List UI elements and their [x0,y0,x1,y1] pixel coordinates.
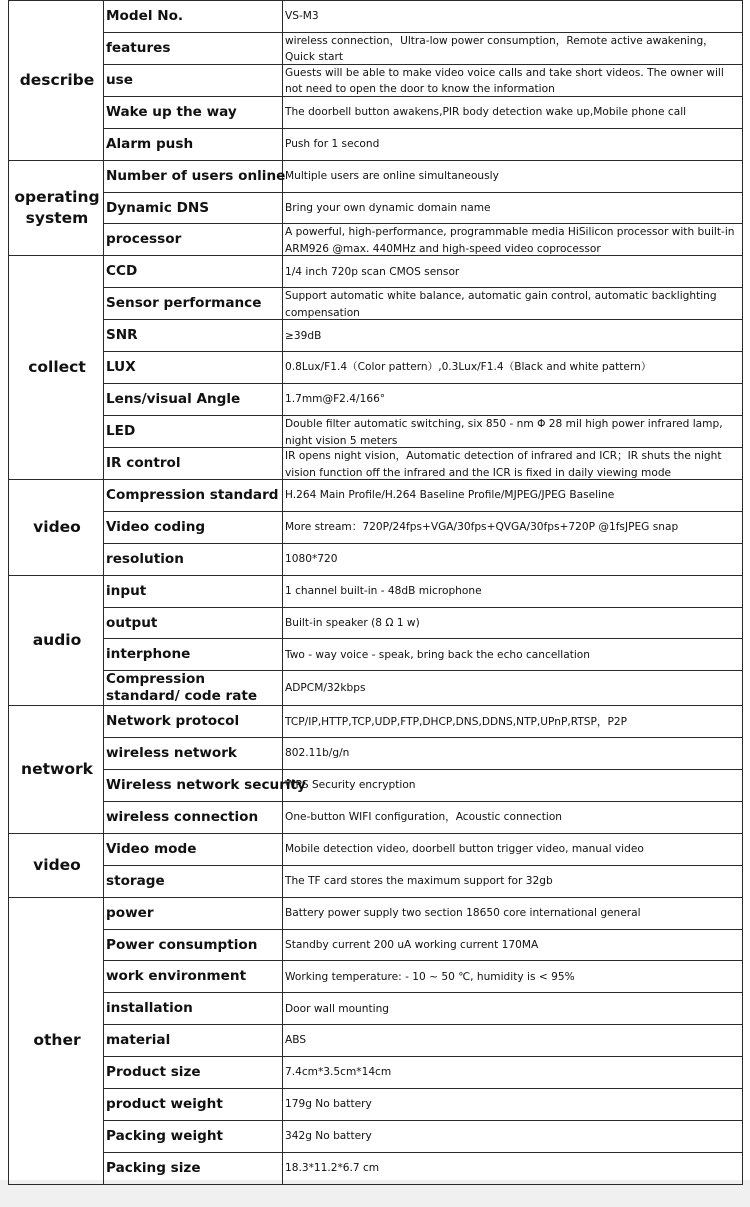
spec-label: Video coding [104,511,283,543]
section-title: audio [9,575,104,706]
spec-value-cell [283,96,743,128]
spec-label: installation [104,993,283,1025]
spec-label: Sensor performance [104,288,283,320]
spec-value-cell [283,671,743,706]
spec-row [9,352,743,384]
spec-value-cell [283,802,743,834]
spec-row [9,671,743,706]
spec-value-cell [283,384,743,416]
spec-value-cell [283,993,743,1025]
spec-label: features [104,32,283,64]
spec-label: input [104,575,283,607]
spec-value-cell [283,897,743,929]
spec-value-cell [283,1025,743,1057]
spec-value-cell [283,448,743,480]
spec-label: wireless network [104,738,283,770]
spec-row [9,288,743,320]
spec-row [9,448,743,480]
spec-row [9,1120,743,1152]
spec-label: Packing weight [104,1120,283,1152]
spec-value: The TF card stores the maximum support for 32gb [285,875,553,887]
spec-value: The doorbell button awakens,PIR body detection wake up,Mobile phone call [285,106,687,119]
section-title: operating system [9,160,104,256]
spec-row [9,961,743,993]
spec-value-cell [283,224,743,256]
spec-label: power [104,897,283,929]
spec-value-cell [283,320,743,352]
spec-row [9,639,743,671]
spec-row [9,897,743,929]
spec-label: Lens/visual Angle [104,384,283,416]
spec-row [9,1089,743,1121]
spec-value: Battery power supply two section 18650 core international general [285,906,641,919]
spec-label: Compression standard [104,480,283,512]
spec-label: output [104,607,283,639]
spec-value: One-button WIFI configuration，Acoustic connection [285,811,563,824]
spec-row [9,575,743,607]
spec-label: Model No. [104,1,283,33]
spec-row [9,1152,743,1184]
spec-row [9,865,743,897]
spec-value-cell [283,288,743,320]
spec-value: H.264 Main Profile/H.264 Baseline Profile/MJPEG/JPEG Baseline [285,489,615,502]
spec-value-cell [283,1089,743,1121]
spec-value-cell [283,575,743,607]
spec-value: Two - way voice - speak, bring back the echo cancellation [285,648,591,661]
spec-row [9,802,743,834]
spec-label: Packing size [104,1152,283,1184]
spec-row [9,993,743,1025]
spec-value-cell [283,256,743,288]
spec-row [9,224,743,256]
spec-value-cell [283,1120,743,1152]
spec-value-cell [283,738,743,770]
spec-value-cell [283,639,743,671]
spec-row [9,128,743,160]
spec-value: wireless connection，Ultra-low power consumption，Remote active awakening，Quick start [285,34,714,64]
spec-label: CCD [104,256,283,288]
spec-value-cell [283,1,743,33]
spec-value: VS-M3 [285,10,319,23]
spec-value-cell [283,511,743,543]
spec-label: work environment [104,961,283,993]
spec-value: 18.3*11.2*6.7 cm [285,1162,380,1175]
section-title: network [9,706,104,834]
spec-value: 802.11b/g/n [285,747,350,760]
spec-row [9,833,743,865]
spec-value-cell [283,352,743,384]
spec-row [9,607,743,639]
spec-value-cell [283,543,743,575]
spec-label: Compression standard/ code rate [104,671,283,706]
spec-value-cell [283,607,743,639]
section-title: other [9,897,104,1184]
spec-label: storage [104,865,283,897]
spec-table [8,0,743,1185]
spec-value: WPS Security encryption [285,779,416,792]
spec-row [9,1,743,33]
spec-value: Door wall mounting [285,1002,390,1015]
spec-value-cell [283,770,743,802]
spec-value: 1.7mm@F2.4/166° [285,393,386,406]
spec-value: ABS [285,1034,307,1047]
spec-value: ≥39dB [285,329,322,342]
spec-label: Network protocol [104,706,283,738]
section-title: collect [9,256,104,480]
spec-value: 1080*720 [285,552,338,565]
spec-value: More stream：720P/24fps+VGA/30fps+QVGA/30fps+720P @1fsJPEG snap [285,521,679,534]
spec-value: 179g No battery [285,1098,372,1111]
spec-row [9,32,743,64]
spec-value-cell [283,833,743,865]
section-title: video [9,480,104,576]
spec-label: SNR [104,320,283,352]
spec-label: interphone [104,639,283,671]
spec-label: LED [104,416,283,448]
spec-row [9,160,743,192]
spec-label: Wake up the way [104,96,283,128]
spec-value: 1/4 inch 720p scan CMOS sensor [285,265,460,278]
spec-row [9,320,743,352]
spec-row [9,256,743,288]
spec-label: Power consumption [104,929,283,961]
spec-label: Wireless network security [104,770,283,802]
spec-value: Built-in speaker (8 Ω 1 w) [285,616,420,629]
spec-value-cell [283,865,743,897]
spec-row [9,480,743,512]
spec-row [9,929,743,961]
spec-value-cell [283,1057,743,1089]
spec-label: processor [104,224,283,256]
spec-value-cell [283,160,743,192]
spec-row [9,738,743,770]
spec-value-cell [283,416,743,448]
spec-row [9,1057,743,1089]
spec-value: Mobile detection video, doorbell button trigger video, manual video [285,843,644,856]
spec-value: A powerful, high-performance, programmable media HiSilicon processor with built-in ARM926 @max. 440MHz and high-speed video coprocessor [285,226,735,255]
spec-label: product weight [104,1089,283,1121]
spec-row [9,706,743,738]
spec-value-cell [283,128,743,160]
spec-label: resolution [104,543,283,575]
spec-row [9,416,743,448]
spec-row [9,384,743,416]
spec-row [9,543,743,575]
spec-row [9,96,743,128]
spec-value: Standby current 200 uA working current 170MA [285,938,539,951]
spec-value: TCP/IP,HTTP,TCP,UDP,FTP,DHCP,DNS,DDNS,NTP,UPnP,RTSP，P2P [285,715,628,728]
spec-row [9,1025,743,1057]
spec-label: LUX [104,352,283,384]
spec-label: Video mode [104,833,283,865]
spec-value: Push for 1 second [285,137,380,150]
spec-label: Dynamic DNS [104,192,283,224]
spec-value: Double filter automatic switching, six 850 - nm Φ 28 mil high power infrared lamp, night vision 5 meters [285,418,723,447]
spec-value-cell [283,1152,743,1184]
section-title: video [9,833,104,897]
spec-table-body [9,1,743,1185]
spec-value: IR opens night vision，Automatic detection of infrared and ICR；IR shuts the night vision function off the infrared and the ICR is fixed in daily viewing mode [285,450,722,479]
spec-value-cell [283,929,743,961]
spec-value: ADPCM/32kbps [285,682,366,695]
spec-label: Number of users online [104,160,283,192]
spec-value: 7.4cm*3.5cm*14cm [285,1066,392,1079]
spec-value: Multiple users are online simultaneously [285,169,499,182]
spec-value: Support automatic white balance, automatic gain control, automatic backlighting compensation [285,290,717,319]
spec-row [9,511,743,543]
spec-label: material [104,1025,283,1057]
spec-value: 1 channel built-in - 48dB microphone [285,584,482,597]
spec-value-cell [283,64,743,96]
spec-value: 0.8Lux/F1.4（Color pattern）,0.3Lux/F1.4（Black and white pattern） [285,361,652,374]
spec-value: Working temperature: - 10 ~ 50 ℃, humidity is < 95% [285,970,575,983]
spec-label: Alarm push [104,128,283,160]
spec-value: Bring your own dynamic domain name [285,201,491,214]
spec-row [9,64,743,96]
spec-label: Product size [104,1057,283,1089]
spec-value: Guests will be able to make video voice calls and take short videos. The owner will not need to open the door to know the information [285,66,724,96]
spec-value-cell [283,706,743,738]
spec-value-cell [283,192,743,224]
spec-label: wireless connection [104,802,283,834]
spec-value: 342g No battery [285,1130,372,1143]
spec-value-cell [283,480,743,512]
spec-value-cell [283,961,743,993]
spec-row [9,192,743,224]
spec-value-cell [283,32,743,64]
spec-label: use [104,64,283,96]
spec-row [9,770,743,802]
spec-label: IR control [104,448,283,480]
section-title: describe [9,1,104,161]
